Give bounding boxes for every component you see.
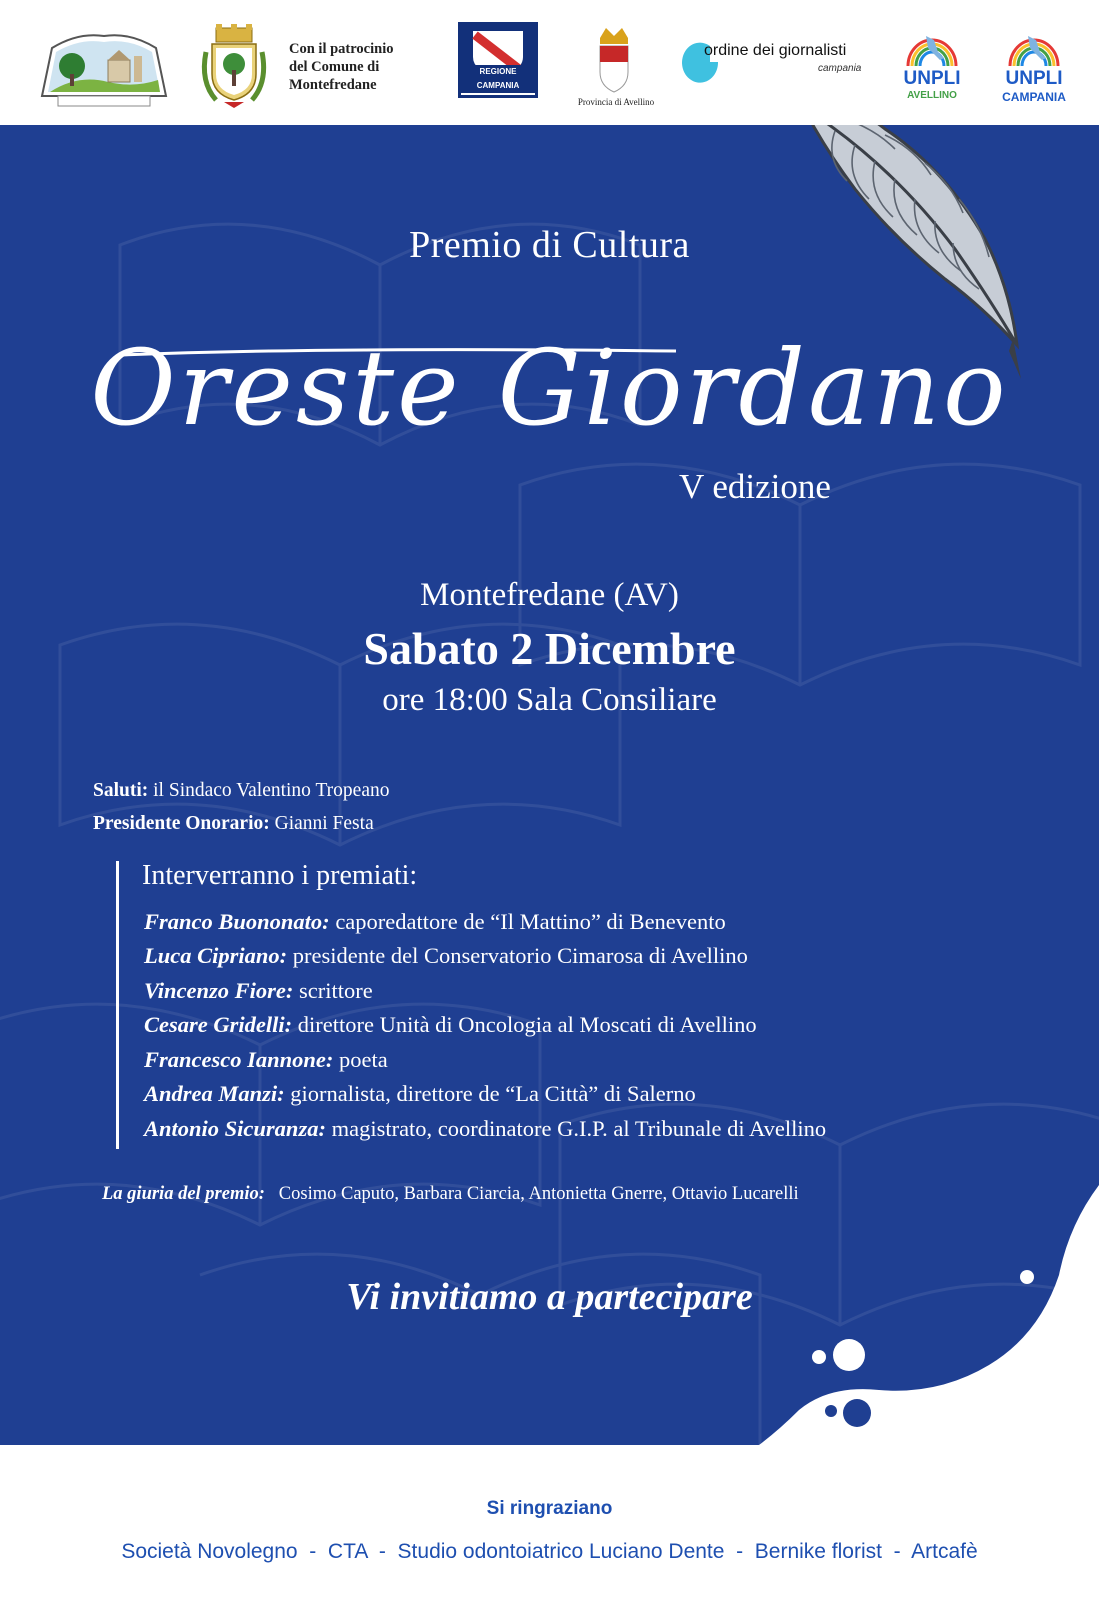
awardees-title: Interverranno i premiati: <box>142 860 418 891</box>
event-place: Montefredane (AV) <box>420 577 679 613</box>
title-swash-line <box>120 347 680 359</box>
awardee-item: Cesare Gridelli: direttore Unità di Oncologia al Moscati di Avellino <box>144 1012 757 1037</box>
unpli-avellino-name: UNPLI <box>903 68 961 89</box>
award-name: Oreste Giordano <box>90 327 1009 449</box>
unpli-campania-emblem <box>1006 26 1062 70</box>
regione-campania-label: REGIONE CAMPANIA <box>461 65 535 93</box>
pro-loco-logo <box>38 30 170 110</box>
ordine-giornalisti-subtitle: campania <box>818 63 862 74</box>
event-date: Sabato 2 Dicembre <box>363 623 736 674</box>
awardee-item: Francesco Iannone: poeta <box>144 1047 388 1072</box>
ordine-giornalisti-title: ordine dei giornalisti <box>704 42 847 59</box>
awardee-item: Luca Cipriano: presidente del Conservatorio Cimarosa di Avellino <box>144 943 748 968</box>
greeting-honorary-president: Presidente Onorario: Gianni Festa <box>93 813 374 834</box>
thanks-title: Si ringraziano <box>486 1498 613 1519</box>
awardee-item: Antonio Sicuranza: magistrato, coordinatore G.I.P. al Tribunale di Avellino <box>144 1116 827 1141</box>
regione-campania-logo <box>458 22 538 98</box>
invitation-text: Vi invitiamo a partecipare <box>346 1276 753 1318</box>
awardee-item: Franco Buononato: caporedattore de “Il Mattino” di Benevento <box>144 909 726 934</box>
awardee-item: Vincenzo Fiore: scrittore <box>144 978 373 1003</box>
provincia-avellino-crest <box>596 24 632 94</box>
award-kicker: Premio di Cultura <box>409 224 690 266</box>
event-time-venue: ore 18:00 Sala Consiliare <box>382 682 717 718</box>
patronage-text: Con il patrocinio del Comune di Montefredane <box>289 41 394 93</box>
jury-line: La giuria del premio: Cosimo Caputo, Barbara Ciarcia, Antonietta Gnerre, Ottavio Lucarelli <box>102 1184 799 1204</box>
greeting-mayor: Saluti: il Sindaco Valentino Tropeano <box>93 780 390 801</box>
thanks-footer <box>0 1445 1099 1600</box>
sponsors-list: Società Novolegno - CTA - Studio odontoiatrico Luciano Dente - Bernike florist - Artcafè <box>121 1540 978 1563</box>
awardee-item: Andrea Manzi: giornalista, direttore de “La Città” di Salerno <box>144 1081 696 1106</box>
comune-montefredane-crest <box>196 22 272 112</box>
provincia-avellino-label: Provincia di Avellino <box>577 97 655 107</box>
unpli-avellino-emblem <box>904 26 960 70</box>
unpli-campania-name: UNPLI <box>1005 68 1063 89</box>
awardees-accent-bar <box>116 861 119 1149</box>
edition-label: V edizione <box>679 467 831 506</box>
sponsor-logo-bar <box>0 0 1099 125</box>
unpli-avellino-sub: AVELLINO <box>907 90 957 101</box>
ink-splash-decoration <box>739 1185 1099 1445</box>
unpli-campania-sub: CAMPANIA <box>1002 90 1066 104</box>
poster-body <box>0 125 1099 1445</box>
